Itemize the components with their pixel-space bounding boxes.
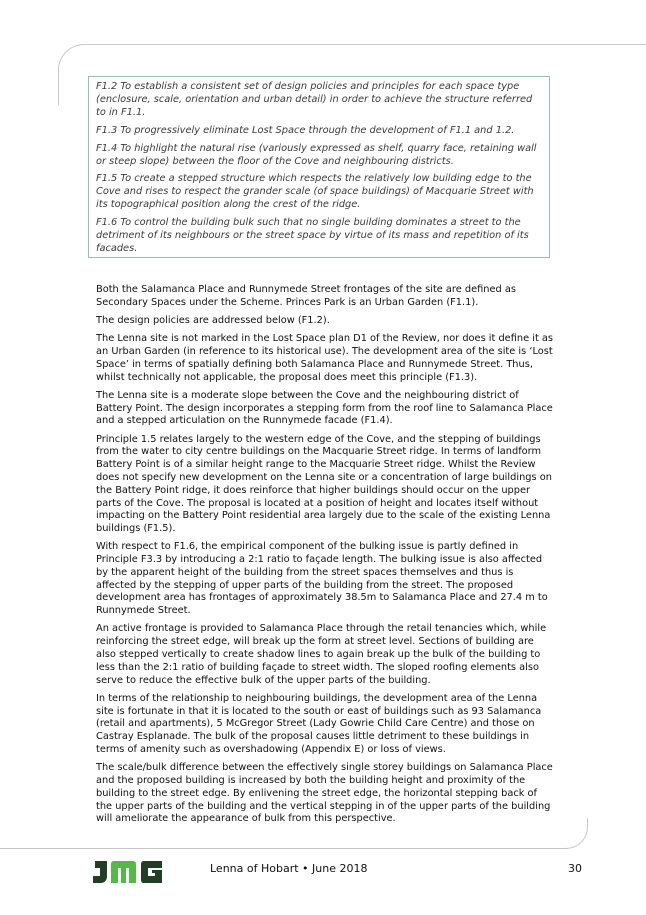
body-paragraph: In terms of the relationship to neighbouring buildings, the development area of the Lenna site is fortunate in that it is located to the south or east of buildings such as 93 Salamanca (retail and apartments), 5 McGregor Street (Lady Gowrie Child Care Centre) and those on Castray Esplanade. The bulk of the proposal causes little detriment to these buildings in terms of amenity such as overshadowing (Appendix E) or loss of views. xyxy=(96,692,542,756)
body-text xyxy=(96,284,556,832)
jmg-logo-icon xyxy=(93,861,173,883)
page-number: 30 xyxy=(568,862,582,875)
policy-f1-5: F1.5 To create a stepped structure which respects the relatively low building edge to the Cove and rises to respect the grander scale (of space buildings) of Macquarie Street with its topographical position along the crest of the ridge. xyxy=(96,173,534,211)
body-paragraph: An active frontage is provided to Salamanca Place through the retail tenancies which, while reinforcing the street edge, will break up the form at street level. Sections of building are also stepped vertically to create shadow lines to again break up the bulk of the building to less than the 2:1 ratio of building façade to street width. The sloped roofing elements also serve to reduce the effective bulk of the upper parts of the building. xyxy=(96,623,547,686)
decorative-frame-bottom xyxy=(0,818,588,849)
policy-f1-4: F1.4 To highlight the natural rise (variously expressed as shelf, quarry face, retaining wall or steep slope) between the floor of the Cove and neighbouring districts. xyxy=(96,142,537,167)
policy-f1-6: F1.6 To control the building bulk such that no single building dominates a street to the detriment of its neighbours or the street space by virtue of its mass and repetition of its facades. xyxy=(96,217,529,254)
body-paragraph: The design policies are addressed below (F1.2). xyxy=(96,314,330,326)
body-paragraph: The Lenna site is not marked in the Lost Space plan D1 of the Review, nor does it define it as an Urban Garden (in reference to its historical use). The development area of the site is ‘Lost Space’ in terms of spatially defining both Salamanca Place and Runnymede Street. Thus, whilst technically not applicable, the proposal does meet this principle (F1.3). xyxy=(96,333,554,383)
body-paragraph: Principle 1.5 relates largely to the western edge of the Cove, and the stepping of buildings from the water to city centre buildings on the Macquarie Street ridge. In terms of landform Battery Point is of a similar height range to the Macquarie Street ridge. Whilst the Review does not specify new development on the Lenna site or a concentration of large buildings on the Battery Point ridge, it does reinforce that higher buildings should occur on the upper parts of the Cove. The proposal is located at a position of height and locates itself without impacting on the Battery Point residential area largely due to the scale of the existing Lenna buildings (F1.5). xyxy=(96,433,552,535)
footer-document-title: Lenna of Hobart • June 2018 xyxy=(210,862,368,875)
body-paragraph: Both the Salamanca Place and Runnymede Street frontages of the site are defined as Secondary Spaces under the Scheme. Princes Park is an Urban Garden (F1.1). xyxy=(96,284,516,308)
logo-letter-m xyxy=(111,861,136,883)
logo-letter-g xyxy=(141,861,162,883)
jmg-logo xyxy=(93,861,173,887)
policy-f1-2: F1.2 To establish a consistent set of design policies and principles for each space type (enclosure, scale, orientation and urban detail) in order to achieve the structure referred to in F1.1. xyxy=(96,81,533,118)
body-paragraph: The scale/bulk difference between the effectively single storey buildings on Salamanca Place and the proposed building is increased by both the building height and proximity of the building to the street edge. By enlivening the street edge, the horizontal stepping back of the upper parts of the building and the vertical stepping in of the upper parts of the building will ameliorate the appearance of bulk from this perspective. xyxy=(96,762,553,825)
body-paragraph: With respect to F1.6, the empirical component of the bulking issue is partly defined in Principle F3.3 by introducing a 2:1 ratio to façade length. The bulking issue is also affected by the apparent height of the building from the street spaces themselves and thus is affected by the stepping of upper parts of the building from the street. The proposed development area has frontages of approximately 38.5m to Salamanca Place and 27.4 m to Runnymede Street. xyxy=(96,541,548,617)
body-paragraph: The Lenna site is a moderate slope between the Cove and the neighbouring district of Battery Point. The design incorporates a stepping form from the roof line to Salamanca Place and a stepped articulation on the Runnymede facade (F1.4). xyxy=(96,389,553,427)
logo-letter-j xyxy=(93,861,107,883)
policy-quote-box xyxy=(88,76,550,258)
policy-f1-3: F1.3 To progressively eliminate Lost Space through the development of F1.1 and 1.2. xyxy=(96,124,515,136)
